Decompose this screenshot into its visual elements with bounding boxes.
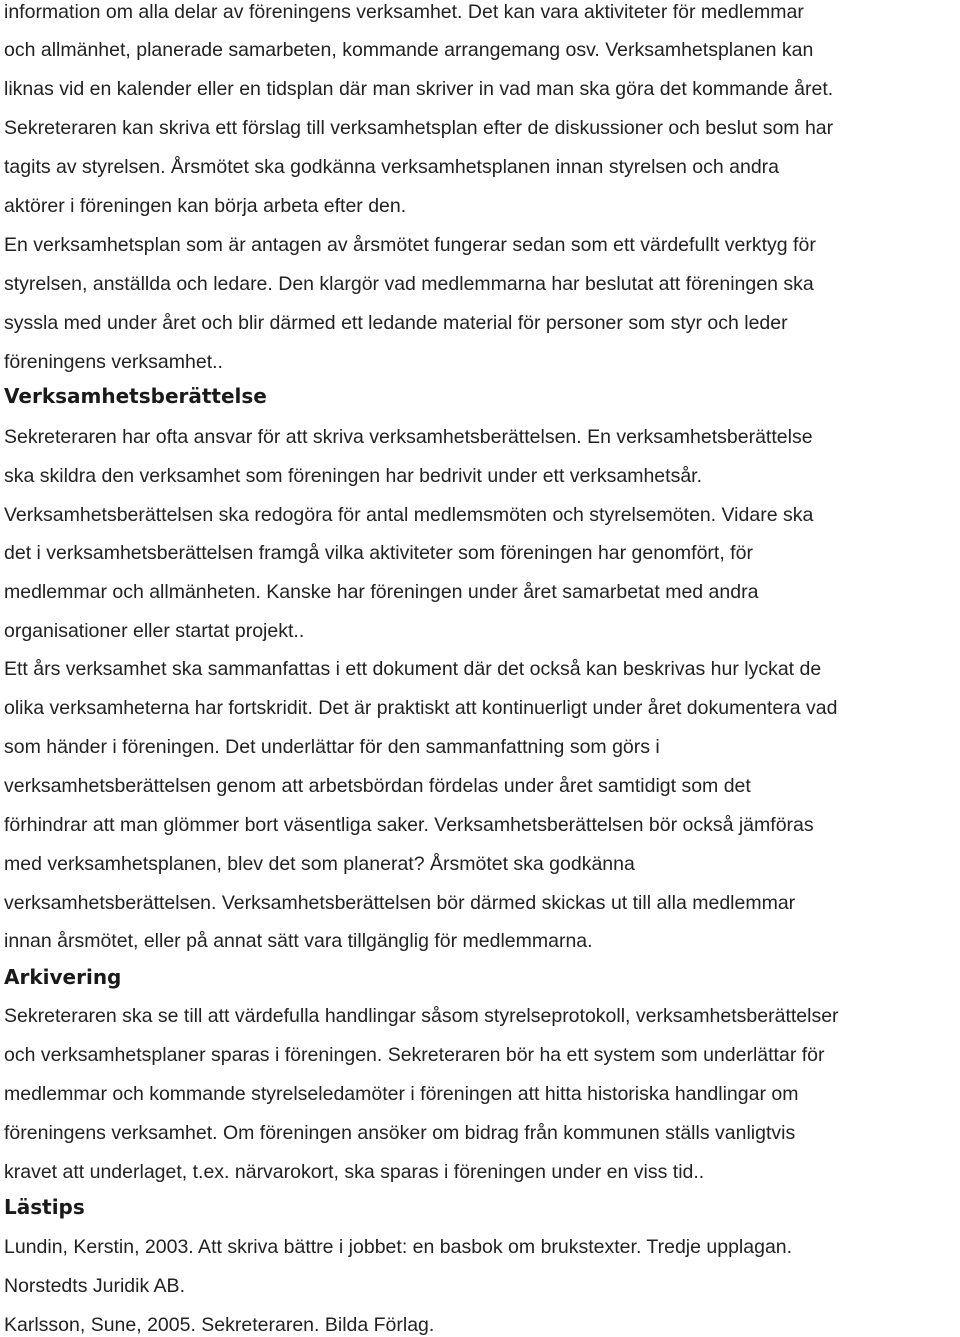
text-line: aktörer i föreningen kan börja arbeta efter den. bbox=[4, 195, 407, 217]
text-line: styrelsen, anställda och ledare. Den klargör vad medlemmarna har beslutat att föreningen ska bbox=[4, 273, 814, 295]
text-line: information om alla delar av föreningens verksamhet. Det kan vara aktiviteter för medlemmar bbox=[4, 1, 804, 23]
section-heading-arkivering: Arkivering bbox=[4, 965, 122, 989]
text-line: föreningens verksamhet.. bbox=[4, 351, 223, 373]
text-line: Sekreteraren har ofta ansvar för att skriva verksamhetsberättelsen. En verksamhetsberättelse bbox=[4, 426, 813, 448]
text-line: Lundin, Kerstin, 2003. Att skriva bättre i jobbet: en basbok om brukstexter. Tredje upplagan. bbox=[4, 1236, 793, 1258]
text-line: organisationer eller startat projekt.. bbox=[4, 620, 305, 642]
text-line: och allmänhet, planerade samarbeten, kommande arrangemang osv. Verksamhetsplanen kan bbox=[4, 39, 814, 61]
text-line: verksamhetsberättelsen genom att arbetsbördan fördelas under året samtidigt som det bbox=[4, 775, 751, 797]
text-line: Verksamhetsberättelsen ska redogöra för antal medlemsmöten och styrelsemöten. Vidare ska bbox=[4, 504, 814, 526]
text-line: medlemmar och kommande styrelseledamöter i föreningen att hitta historiska handlingar om bbox=[4, 1083, 799, 1105]
text-line: tagits av styrelsen. Årsmötet ska godkänna verksamhetsplanen innan styrelsen och andra bbox=[4, 156, 780, 178]
text-line: föreningens verksamhet. Om föreningen ansöker om bidrag från kommunen ställs vanligtvis bbox=[4, 1122, 796, 1144]
text-line: Karlsson, Sune, 2005. Sekreteraren. Bilda Förlag. bbox=[4, 1314, 435, 1336]
text-line: Norstedts Juridik AB. bbox=[4, 1275, 185, 1297]
text-line: syssla med under året och blir därmed ett ledande material för personer som styr och leder bbox=[4, 312, 788, 334]
text-line: Ett års verksamhet ska sammanfattas i ett dokument där det också kan beskrivas hur lyckat de bbox=[4, 658, 822, 680]
text-line: En verksamhetsplan som är antagen av årsmötet fungerar sedan som ett värdefullt verktyg för bbox=[4, 234, 816, 256]
section-heading-lastips: Lästips bbox=[4, 1195, 85, 1219]
text-line: och verksamhetsplaner sparas i föreningen. Sekreteraren bör ha ett system som underlättar för bbox=[4, 1044, 825, 1066]
text-line: verksamhetsberättelsen. Verksamhetsberättelsen bör därmed skickas ut till alla medlemmar bbox=[4, 892, 796, 914]
text-line: det i verksamhetsberättelsen framgå vilka aktiviteter som föreningen har genomfört, för bbox=[4, 542, 753, 564]
text-line: ska skildra den verksamhet som föreningen har bedrivit under ett verksamhetsår. bbox=[4, 465, 703, 487]
text-line: olika verksamheterna har fortskridit. Det är praktiskt att kontinuerligt under året dokumentera vad bbox=[4, 697, 838, 719]
text-line: kravet att underlaget, t.ex. närvarokort, ska sparas i föreningen under en viss tid.. bbox=[4, 1161, 705, 1183]
text-line: med verksamhetsplanen, blev det som planerat? Årsmötet ska godkänna bbox=[4, 853, 635, 875]
text-line: Sekreteraren kan skriva ett förslag till verksamhetsplan efter de diskussioner och beslut som har bbox=[4, 117, 834, 139]
section-heading-verksamhetsberattelse: Verksamhetsberättelse bbox=[4, 384, 267, 408]
text-line: Sekreteraren ska se till att värdefulla handlingar såsom styrelseprotokoll, verksamhetsberättelser bbox=[4, 1005, 839, 1027]
text-line: innan årsmötet, eller på annat sätt vara tillgänglig för medlemmarna. bbox=[4, 930, 593, 952]
text-line: förhindrar att man glömmer bort väsentliga saker. Verksamhetsberättelsen bör också jämföras bbox=[4, 814, 814, 836]
text-line: medlemmar och allmänheten. Kanske har föreningen under året samarbetat med andra bbox=[4, 581, 759, 603]
text-line: som händer i föreningen. Det underlättar för den sammanfattning som görs i bbox=[4, 736, 660, 758]
text-line: liknas vid en kalender eller en tidsplan där man skriver in vad man ska göra det kommande året. bbox=[4, 78, 834, 100]
